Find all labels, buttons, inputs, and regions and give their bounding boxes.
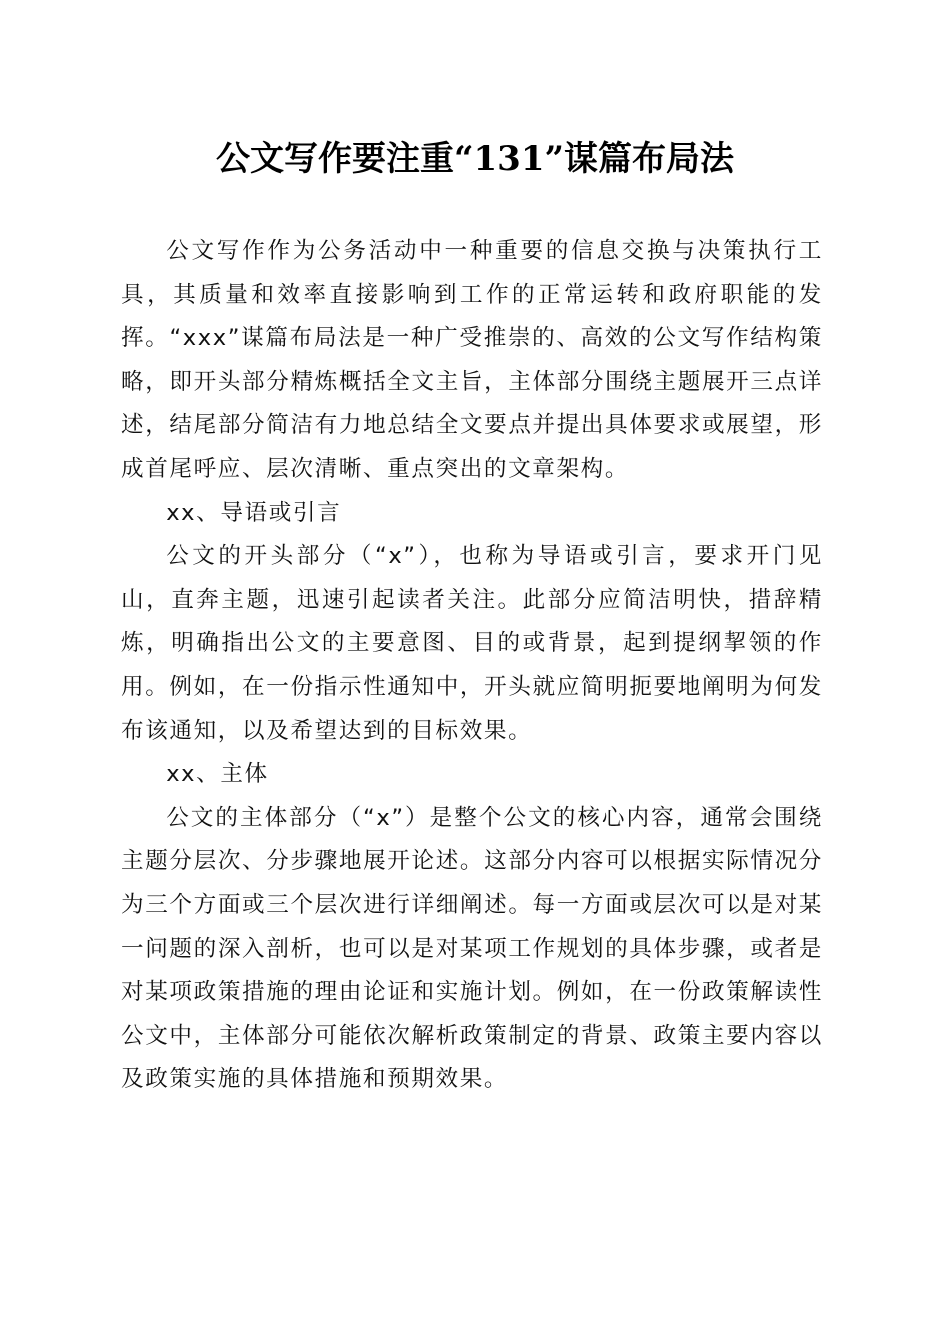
document-title: 公文写作要注重“131”谋篇布局法 (215, 139, 735, 179)
document-body (121, 230, 823, 1102)
main-body-paragraph: 公文的主体部分（“x”）是整个公文的核心内容，通常会围绕主题分层次、分步骤地展开论述。这部分内容可以根据实际情况分为三个方面或三个层次进行详细阐述。每一方面或层次可以是对某一问题的深入剖析，也可以是对某项工作规划的具体步骤，或者是对某项政策措施的理由论证和实施计划。例如，在一份政策解读性公文中，主体部分可能依次解析政策制定的背景、政策主要内容以及政策实施的具体措施和预期效果。 (121, 804, 823, 1093)
section-heading-introduction: xx、导语或引言 (166, 499, 342, 526)
section-heading-main-body: xx、主体 (166, 761, 269, 788)
introduction-paragraph: 公文的开头部分（“x”），也称为导语或引言，要求开门见山，直奔主题，迅速引起读者关注。此部分应简洁明快，措辞精炼，明确指出公文的主要意图、目的或背景，起到提纲挈领的作用。例如，在一份指示性通知中，开头就应简明扼要地阐明为何发布该通知，以及希望达到的目标效果。 (121, 543, 823, 744)
intro-paragraph: 公文写作作为公务活动中一种重要的信息交换与决策执行工具，其质量和效率直接影响到工作的正常运转和政府职能的发挥。“xxx”谋篇布局法是一种广受推崇的、高效的公文写作结构策略，即开头部分精炼概括全文主旨，主体部分围绕主题展开三点详述，结尾部分简洁有力地总结全文要点并提出具体要求或展望，形成首尾呼应、层次清晰、重点突出的文章架构。 (121, 238, 823, 482)
